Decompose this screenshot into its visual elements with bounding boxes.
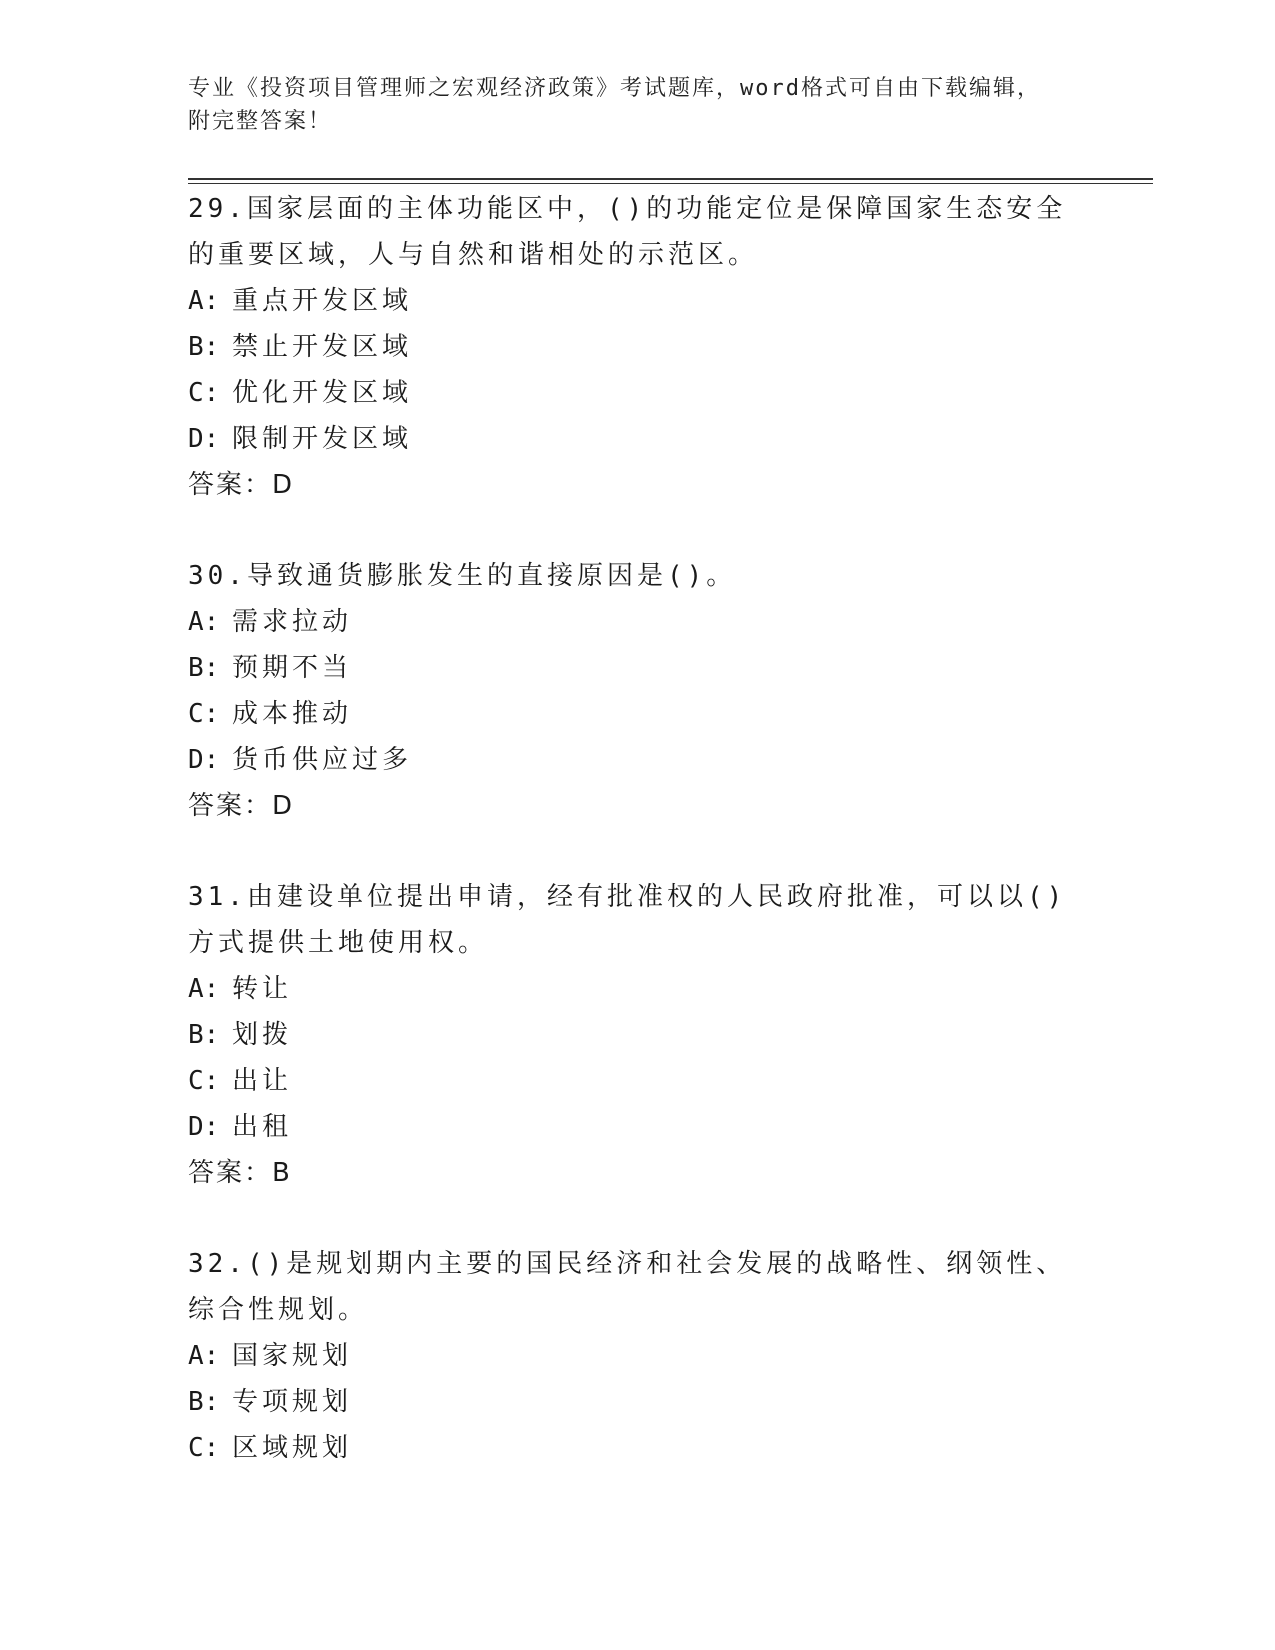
question-29 xyxy=(188,186,1153,508)
answer-line: 答案：D xyxy=(188,791,295,821)
option-text: 重点开发区域 xyxy=(232,286,413,316)
option-text: 专项规划 xyxy=(232,1387,353,1417)
option-key: A: xyxy=(188,286,220,316)
option-key: A: xyxy=(188,974,220,1004)
option-text: 货币供应过多 xyxy=(232,745,413,775)
option-text: 划拨 xyxy=(232,1020,293,1050)
option-c xyxy=(188,691,1153,737)
option-text: 需求拉动 xyxy=(232,607,353,637)
option-b xyxy=(188,324,1153,370)
option-text: 区域规划 xyxy=(232,1433,353,1463)
option-b xyxy=(188,645,1153,691)
header-divider xyxy=(188,178,1153,184)
option-key: A: xyxy=(188,1341,220,1371)
option-text: 成本推动 xyxy=(232,699,353,729)
question-list xyxy=(188,186,1153,1471)
option-key: C: xyxy=(188,699,220,729)
option-key: D: xyxy=(188,1112,220,1142)
option-b xyxy=(188,1379,1153,1425)
option-a xyxy=(188,966,1153,1012)
header-line-2: 附完整答案！ xyxy=(188,109,333,134)
question-stem: 32.()是规划期内主要的国民经济和社会发展的战略性、纲领性、综合性规划。 xyxy=(188,1249,1067,1325)
question-32 xyxy=(188,1241,1153,1471)
answer-line: 答案：B xyxy=(188,1158,292,1188)
option-d xyxy=(188,416,1153,462)
option-text: 转让 xyxy=(232,974,293,1004)
option-d xyxy=(188,1104,1153,1150)
option-key: B: xyxy=(188,653,220,683)
option-d xyxy=(188,737,1153,783)
option-a xyxy=(188,278,1153,324)
option-a xyxy=(188,599,1153,645)
option-key: B: xyxy=(188,332,220,362)
question-31 xyxy=(188,874,1153,1196)
option-text: 预期不当 xyxy=(232,653,353,683)
header-line-1: 专业《投资项目管理师之宏观经济政策》考试题库，word格式可自由下载编辑， xyxy=(188,76,1041,101)
question-stem: 31.由建设单位提出申请，经有批准权的人民政府批准，可以以()方式提供土地使用权。 xyxy=(188,882,1067,958)
option-c xyxy=(188,1425,1153,1471)
option-text: 国家规划 xyxy=(232,1341,353,1371)
question-stem: 30.导致通货膨胀发生的直接原因是()。 xyxy=(188,561,737,591)
option-key: C: xyxy=(188,378,220,408)
option-c xyxy=(188,370,1153,416)
option-key: B: xyxy=(188,1020,220,1050)
option-key: D: xyxy=(188,424,220,454)
option-key: B: xyxy=(188,1387,220,1417)
option-key: C: xyxy=(188,1433,220,1463)
question-30 xyxy=(188,553,1153,829)
option-key: D: xyxy=(188,745,220,775)
option-text: 出让 xyxy=(232,1066,293,1096)
option-c xyxy=(188,1058,1153,1104)
option-key: A: xyxy=(188,607,220,637)
question-stem: 29.国家层面的主体功能区中，()的功能定位是保障国家生态安全的重要区域，人与自然和谐相处的示范区。 xyxy=(188,194,1067,270)
option-key: C: xyxy=(188,1066,220,1096)
option-text: 出租 xyxy=(232,1112,293,1142)
document-page xyxy=(188,72,1153,1516)
option-text: 禁止开发区域 xyxy=(232,332,413,362)
option-text: 优化开发区域 xyxy=(232,378,413,408)
answer-line: 答案：D xyxy=(188,470,295,500)
document-header xyxy=(188,72,1153,138)
option-a xyxy=(188,1333,1153,1379)
option-text: 限制开发区域 xyxy=(232,424,413,454)
option-b xyxy=(188,1012,1153,1058)
